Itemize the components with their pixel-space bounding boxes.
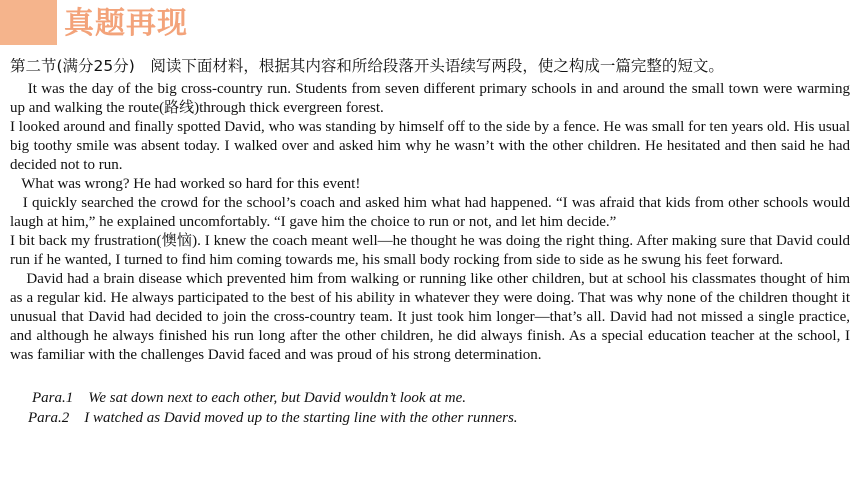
passage-paragraph: David had a brain disease which prevented him from walking or running like other children, but at school his classmates thought of him as a regular kid. He always participated to the best of his ability in whatever they were doing. That was why none of the children thought it unusual that David had decided to join the cross-country team. It just took him longer—that’s all. David had not missed a single practice, and although he always finished his run long after the other children, he did always finish. As a special education teacher at the school, I was familiar with the challenges David faced and was proud of his strong determination. bbox=[10, 271, 850, 363]
passage-paragraph: What was wrong? He had worked so hard for this event! bbox=[10, 176, 361, 192]
passage-paragraph: I quickly searched the crowd for the school’s coach and asked him what had happened. “I was afraid that kids from other schools would laugh at him,” he explained uncomfortably. “I gave him the choice to run or not, and let him decide.” bbox=[10, 195, 850, 230]
passage-paragraph: I bit back my frustration(懊恼). I knew the coach meant well—he thought he was doing the right thing. After making sure that David could run if he wanted, I turned to find him coming towards me, his small body rocking from side to side as he swung his feet forward. bbox=[10, 233, 850, 268]
para1-prompt: Para.1 We sat down next to each other, but David wouldn’t look at me. bbox=[32, 390, 466, 406]
passage bbox=[10, 80, 850, 365]
instruction-text: 第二节(满分25分) 阅读下面材料，根据其内容和所给段落开头语续写两段，使之构成一篇完整的短文。 bbox=[10, 57, 724, 75]
passage-paragraph: I looked around and finally spotted David, who was standing by himself off to the side by a fence. He was small for ten years old. His usual big toothy smile was absent today. I walked over and asked him why he wasn’t with the other children. He hesitated and then said he had decided not to run. bbox=[10, 119, 850, 173]
page-title: 真题再现 bbox=[64, 6, 188, 41]
para2-prompt: Para.2 I watched as David moved up to the starting line with the other runners. bbox=[28, 410, 518, 426]
passage-paragraph: It was the day of the big cross-country run. Students from seven different primary schools in and around the small town were warming up and walking the route(路线)through thick evergreen forest. bbox=[10, 81, 850, 116]
header-accent-block bbox=[0, 0, 57, 45]
